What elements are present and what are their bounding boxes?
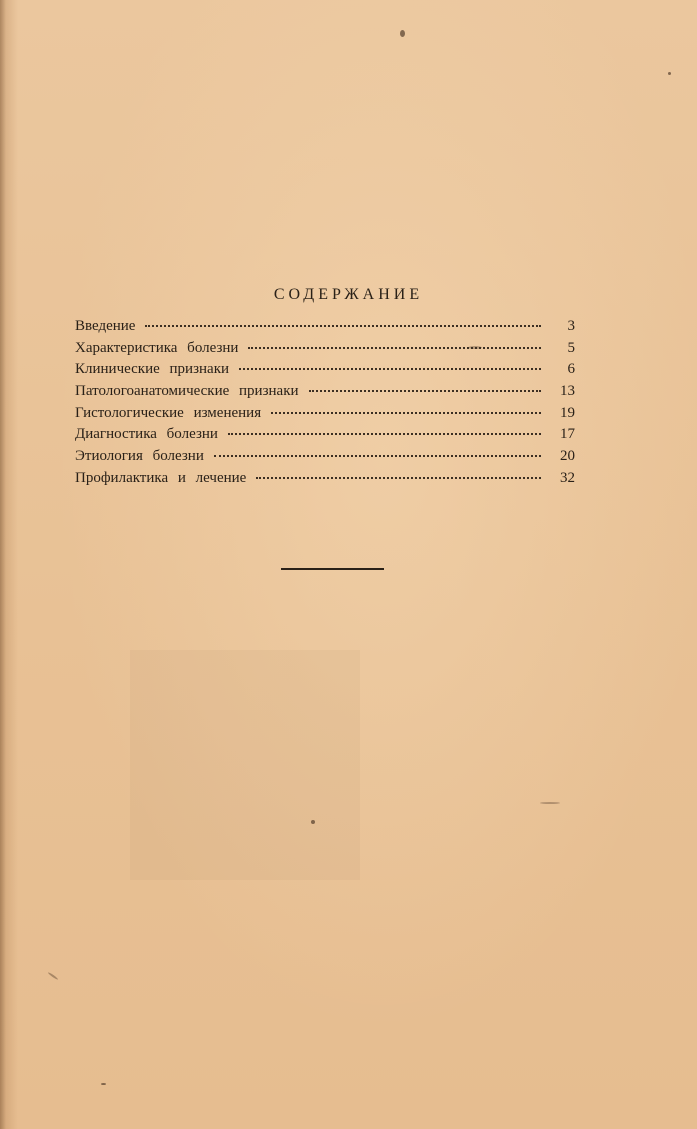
toc-page-number: 5: [567, 339, 575, 356]
toc-page-number: 20: [560, 448, 575, 465]
dot-leader: [239, 368, 541, 370]
paper-speck: [101, 1083, 106, 1085]
toc-entry-title: Клинические признаки: [75, 361, 230, 378]
toc-entry: [75, 361, 575, 383]
toc-entry: [75, 318, 575, 340]
paper-speck: [668, 72, 671, 75]
toc-entry: [75, 405, 575, 427]
toc-entry-title: Профилактика и лечение: [75, 469, 247, 486]
toc-page-number: 17: [560, 426, 575, 443]
toc-entry-title: Диагностика болезни: [75, 426, 218, 443]
toc-entry: [75, 383, 575, 405]
dot-leader: [309, 390, 541, 392]
toc-page-number: 6: [567, 361, 575, 378]
paper-speck: [48, 972, 59, 981]
toc-entry: [75, 426, 575, 448]
dot-leader: [248, 347, 541, 349]
dot-leader: [228, 433, 541, 435]
dot-leader: [145, 325, 541, 327]
toc-page-number: 3: [567, 318, 575, 334]
toc-entry-title: Гистологические изменения: [75, 404, 262, 421]
paper-speck: [311, 820, 315, 824]
contents-title: СОДЕРЖАНИЕ: [273, 286, 424, 303]
toc-entry-title: Характеристика болезни: [75, 339, 239, 356]
toc-entry-title: Патологоанатомические признаки: [75, 383, 299, 400]
closing-rule: [281, 568, 384, 570]
toc-entry: [75, 448, 575, 470]
toc-entry-title: Этиология болезни: [75, 448, 204, 465]
toc-entry: [75, 470, 575, 492]
dot-leader: [256, 477, 541, 479]
show-through-block: [130, 650, 360, 880]
paper-speck: [540, 802, 560, 804]
paper-speck: [400, 30, 405, 37]
dot-leader: [271, 412, 541, 414]
dot-leader: [214, 455, 541, 457]
toc-page-number: 19: [560, 404, 575, 421]
toc-entry-title: Введение: [75, 318, 136, 334]
toc-entry: [75, 340, 575, 362]
toc-page-number: 13: [560, 383, 575, 400]
table-of-contents: [75, 318, 575, 492]
toc-page-number: 32: [560, 469, 575, 486]
